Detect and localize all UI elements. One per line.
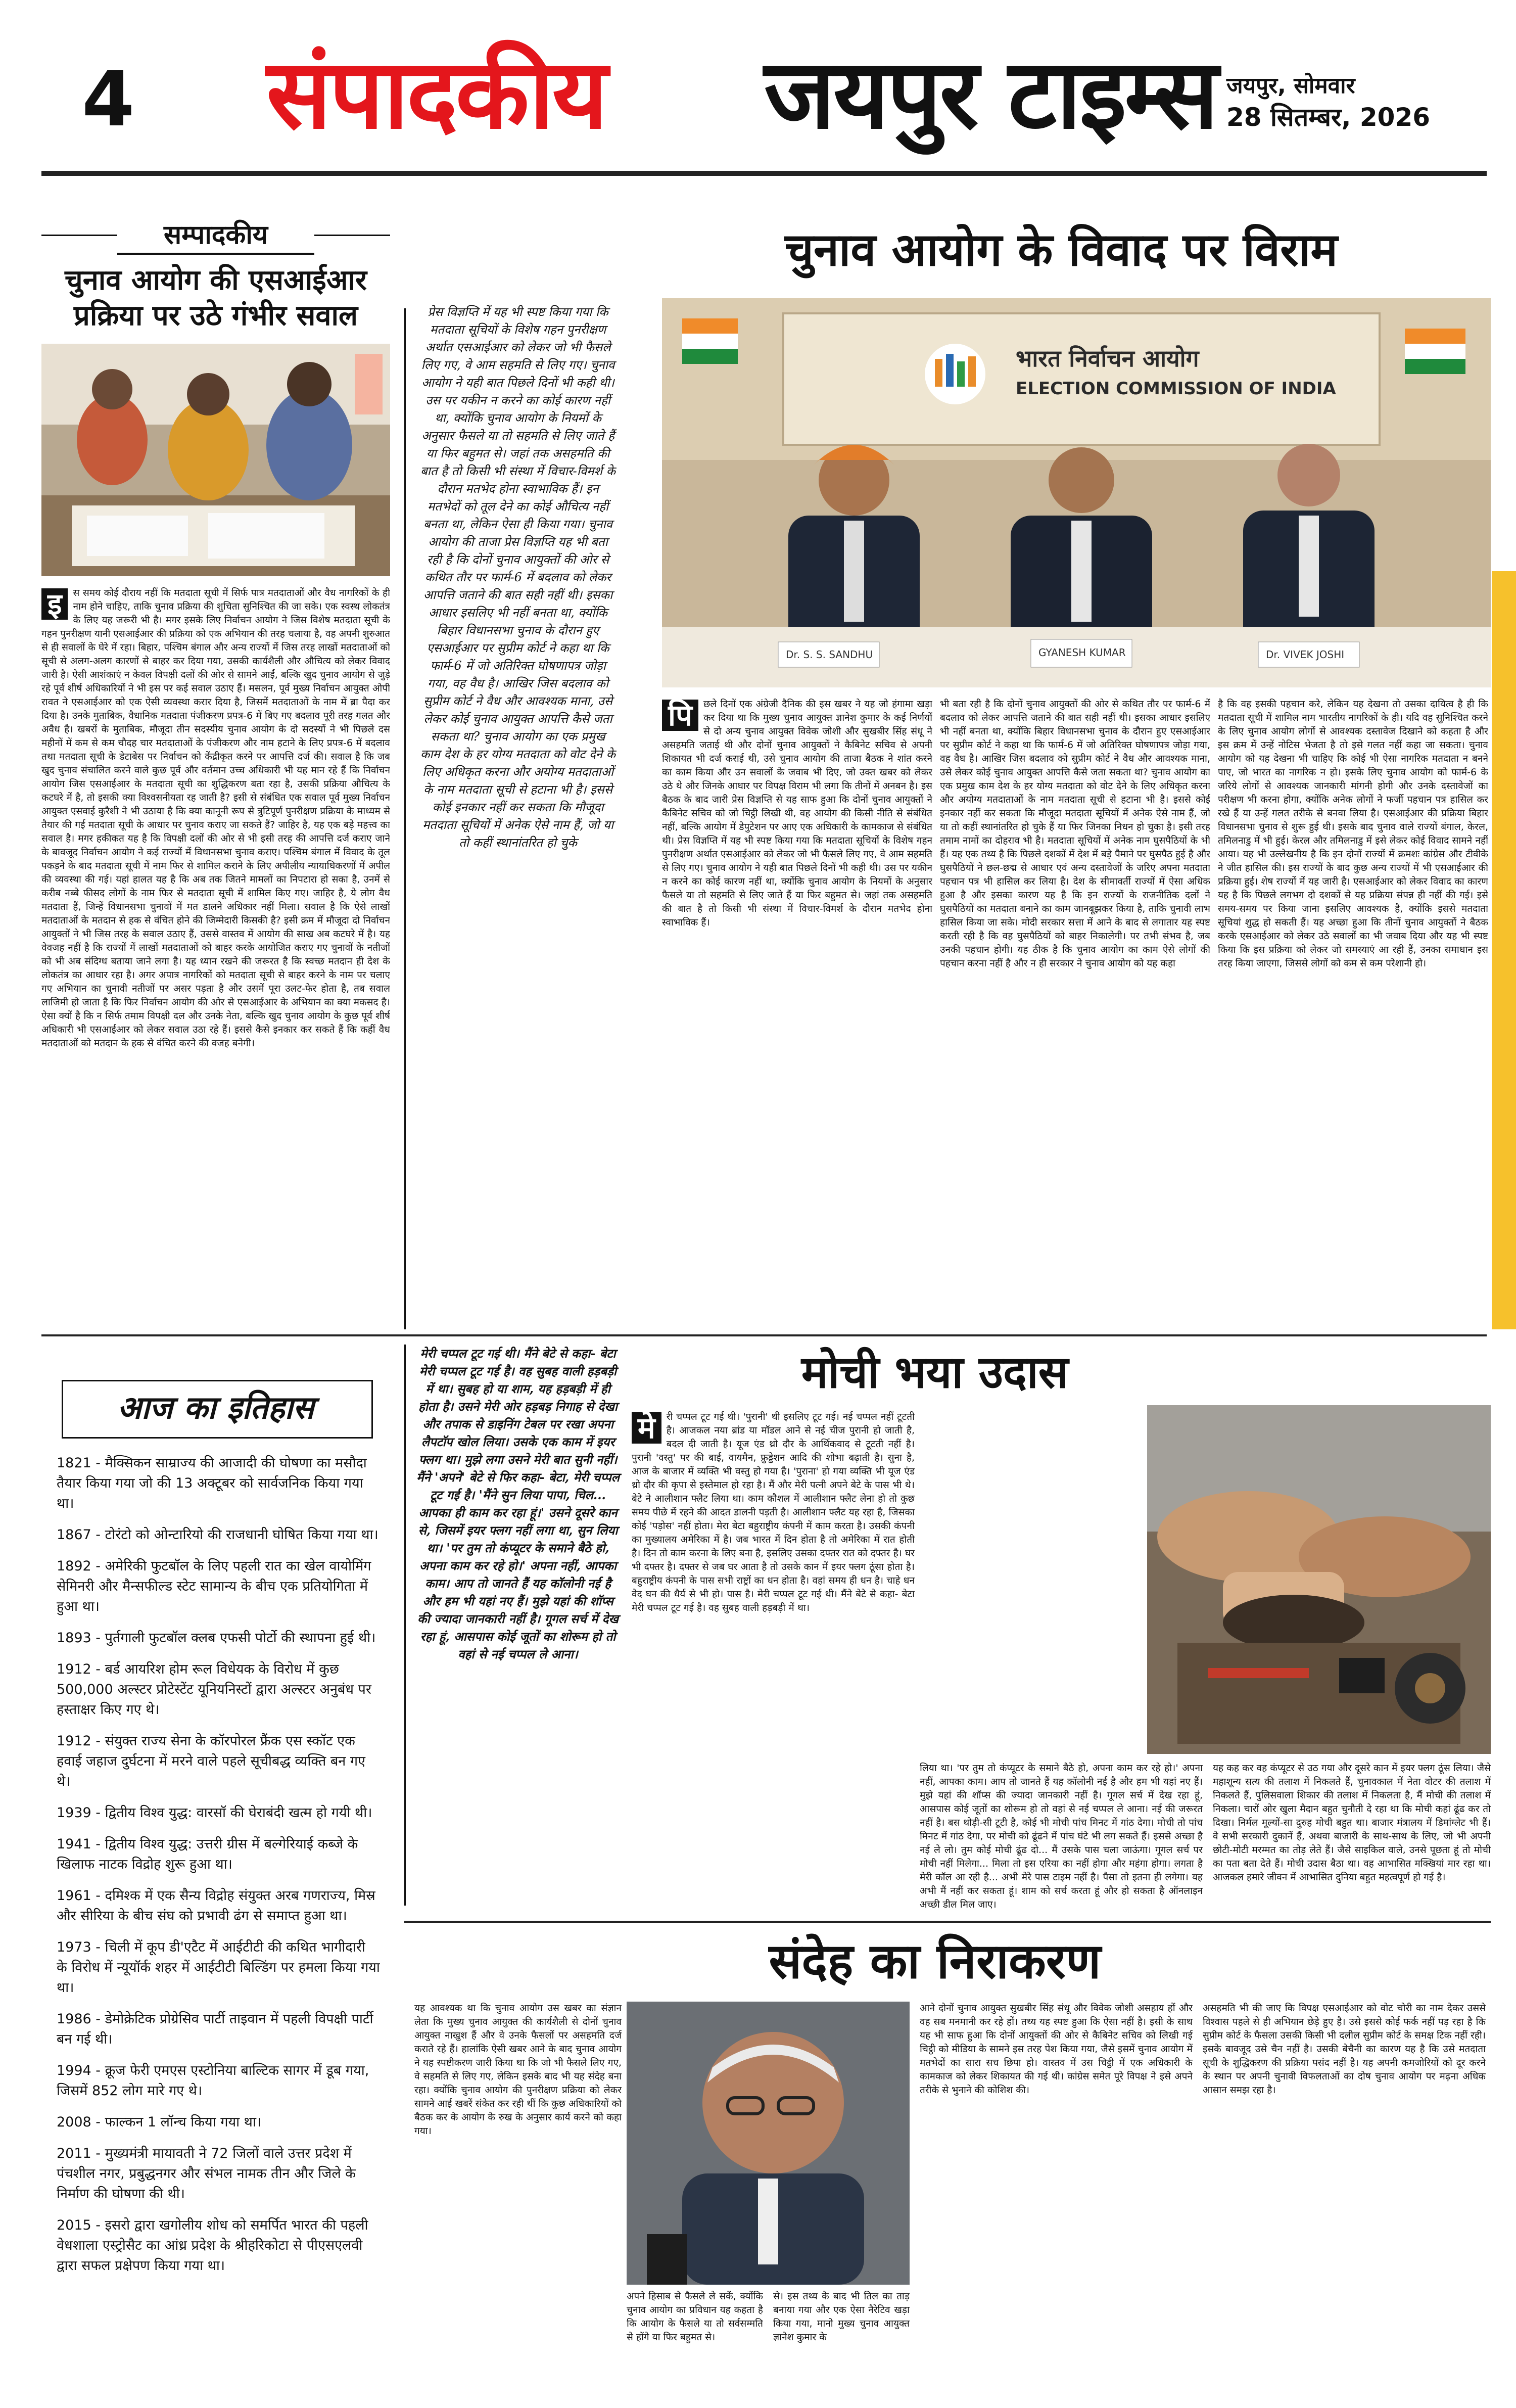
- masthead-section-title: संपादकीय: [266, 38, 606, 150]
- cobbler-col-3: यह कह कर वह कंप्यूटर से उठ गया और दूसरे कान में इयर फ्लग ठूंस लिया। जैसे महाशून्य सत्य की तलाश में निकलते हैं, चुनावकाल में नेता वोटर की तलाश में निकलते हैं, पुलिसवाला शिकार की तलाश में निकलता है, मैं मोची की तलाश में निकला। चारों ओर खुला मैदान बहुत चुनौती दे रहा था कि मोची कहां ढूंढ कर तो दिखा। निर्मल मूल्यों-सा दुरुह मोची बहुत था। बाजार मंत्रालय में डिमांग्लेट भी हैं। वे सभी सरकारी दुकानें हैं, अथवा बाजारी के साथ-साथ के लिए, जो भी अपनी छोटी-मोटी मरम्मत का तोड़ लेते हैं। जैसे साइकिल वाले, उनसे पूछता हूं तो मोची का पता बता देते हैं। मोची उदास बैठा था। वह आभासित मक्खियां मार रहा था। आजकल हमारे जीवन में आभासित दुनिया बहुत महत्वपूर्ण हो गई है।: [1213, 1763, 1491, 1883]
- nameplate-1: Dr. S. S. SANDHU: [786, 649, 873, 661]
- history-item: 1912 - संयुक्त राज्य सेना के कॉरपोरल फ्रैंक एस स्कॉट एक हवाई जहाज दुर्घटना में मरने वाले पहले सूचीबद्ध व्यक्ति बन गए थे।: [57, 1733, 365, 1789]
- lead-col-2: भी बता रही है कि दोनों चुनाव आयुक्तों की ओर से कथित तौर पर फार्म-6 में बदलाव को लेकर आपत्ति जताने की बात सही नहीं थी। इसका आधार इसलिए भी नहीं बनता था, क्योंकि बिहार विधानसभा चुनाव के दौरान हुए एसआईआर पर सुप्रीम कोर्ट ने कहा था कि फार्म-6 में जो अतिरिक्त घोषणापत्र जोड़ा गया, वह वैध है। आखिर जिस बदलाव को सुप्रीम कोर्ट ने वैध और आवश्यक माना, उसे लेकर कोई चुनाव आयुक्त आपत्ति कैसे जता सकता था? चुनाव आयोग का एक प्रमुख काम देश के हर योग्य मतदाता को वोट देने के लिए अधिकृत करना और अयोग्य मतदाताओं के नाम मतदाता सूची से हटाना भी है। इससे कोई इनकार नहीं कर सकता कि मौजूदा मतदाता सूचियों में अनेक ऐसे नाम हैं, जो या तो कहीं स्थानांतरित हो चुके हैं या फिर जिनका निधन हो चुका है। इसी तरह तमाम नामों का दोहराव भी है। मतदाता सूचियों में अनेक नाम घुसपैठियों के भी हैं। यह एक तथ्य है कि पिछले दशकों में देश में बड़े पैमाने पर घुसपैठ हुई है और घुसपैठियों ने छल-छद्म से आधार एवं अन्य दस्तावेजों के जरिए अपना मतदाता पहचान पत्र भी हासिल कर लिया है। देश के सीमावर्ती राज्यों में ऐसा अधिक हुआ है और इसका कारण यह है कि इन राज्यों के राजनीतिक दलों ने घुसपैठियों का मतदाता बनाने का काम जानबूझकर किया है, ताकि चुनावी लाभ हासिल किया जा सके। मोदी सरकार सत्ता में आने के बाद से लगातार यह स्पष्ट करती रही है कि वह घुसपैठियों को बाहर निकालेगी। पर तभी संभव है, जब उनकी पहचान होगी। यह ठीक है कि चुनाव आयोग का काम ऐसे लोगों की पहचान करना नहीं है और न ही सरकार ने चुनाव आयोग को यह कहा: [940, 699, 1210, 969]
- cobbler-side-quote: मेरी चप्पल टूट गई थी। मैंने बेटे से कहा- बेटा मेरी चप्पल टूट गई है। वह सुबह वाली हड़बड़ी में था। सुबह हो या शाम, यह हड़बड़ी में ही होता है। उसने मेरी ओर हड़बड़ निगाह से देखा और तपाक से डाइनिंग टेबल पर रखा अपना लैपटॉप खोल लिया। उसके एक काम में इयर फ्लग था। मुझे लगा उसने मेरी बात सुनी नहीं। मैंने 'अपने' बेटे से फिर कहा- बेटा, मेरी चप्पल टूट गई है। 'मैंने सुन लिया पापा, चिल... आपका ही काम कर रहा हूं।' उसने दूसरे कान से, जिसमें इयर फ्लग नहीं लगा था, सुन लिया था। 'पर तुम तो कंप्यूटर के समाने बैठे हो, अपना काम कर रहे हो।' अपना नहीं, आपका काम। आप तो जानते हैं यह कॉलोनी नई है और हम भी यहां नए हैं। मुझे यहां की शॉप्स की ज्यादा जानकारी नहीं है। गूगल सर्च में देख रहा हूं, आसपास कोई जूतों का शोरूम हो तो वहां से नई चप्पल ले आना।: [416, 1346, 620, 1661]
- masthead-rule: [41, 171, 1487, 176]
- history-item: 1986 - डेमोक्रेटिक प्रोग्रेसिव पार्टी ताइवान में पहली विपक्षी पार्टी बन गई थी।: [57, 2011, 373, 2047]
- pull-quote-rule: [404, 308, 406, 1329]
- cobbler-col-2: लिया था। 'पर तुम तो कंप्यूटर के समाने बैठे हो, अपना काम कर रहे हो।' अपना नहीं, आपका काम। आप तो जानते हैं यह कॉलोनी नई है और हम भी यहां नए हैं। मुझे यहां की शॉप्स की ज्यादा जानकारी नहीं है। गूगल सर्च में देख रहा हूं, आसपास कोई जूतों का शोरूम हो तो वहां से नई चप्पल ले आना। नई की जरूरत नहीं है। बस थोड़ी-सी टूटी है, कोई भी मोची पांच मिनट में गांठ देगा। मोची तो पांच मिनट में गांठ देगा, पर मोची को ढूंढने में पांच घंटे भी लग सकते हैं। इससे अच्छा है नई ले लो। तुम कोई मोची ढूंढ दो... मैं उसके पास चला जाऊंगा। गूगल सर्च पर मोची नहीं मिलेगा... मिला तो इस एरिया का नहीं होगा और महंगा होगा। लगता है मेरी कॉल आ रही है... अभी मेरे पास टाइम नहीं है। पैसा तो इतना ही लगेगा। यह अभी मैं नहीं कर सकता हूं। शाम को सर्च करता हूं और हो सकता है ऑनलाइन अच्छी डील मिल जाए।: [920, 1763, 1203, 1910]
- photo-sign-hindi: भारत निर्वाचन आयोग: [1016, 345, 1199, 372]
- masthead: [41, 31, 1487, 168]
- history-item: 2008 - फाल्कन 1 लॉन्च किया गया था।: [57, 2114, 262, 2130]
- history-item: 1912 - बर्ड आयरिश होम रूल विधेयक के विरोध में कुछ 500,000 अल्स्टर प्रोटेस्टेंट यूनियनिस्टों द्वारा अल्स्टर अनुबंध पर हस्ताक्षर किए गए थे।: [57, 1661, 371, 1718]
- history-item: 1961 - दमिश्क में एक सैन्य विद्रोह संयुक्त अरब गणराज्य, मिस्र और सीरिया के बीच संघ को प्रभावी ढंग से समाप्त हुआ था।: [57, 1888, 375, 1924]
- history-item: 1941 - द्वितीय विश्व युद्ध: उत्तरी ग्रीस में बल्गेरियाई कब्जे के खिलाफ नाटक विद्रोह शुरू हुआ था।: [57, 1836, 358, 1872]
- history-item: 2015 - इसरो द्वारा खगोलीय शोध को समर्पित भारत की पहली वेधशाला एस्ट्रोसैट का आंध्र प्रदेश के श्रीहरिकोटा से पीएसएलवी द्वारा सफल प्रक्षेपण किया गया था।: [57, 2217, 368, 2274]
- history-item: 1939 - द्वितीय विश्व युद्ध: वारसॉ की घेराबंदी खत्म हो गयी थी।: [57, 1805, 372, 1821]
- editorial-body-text: स समय कोई दौराय नहीं कि मतदाता सूची में सिर्फ पात्र मतदाताओं और वैध नागरिकों के ही नाम होने चाहिए, ताकि चुनाव प्रक्रिया की शुचिता सुनिश्चित की जा सके। एक स्वस्थ लोकतंत्र के लिए यह जरूरी भी है। मगर इसके लिए निर्वाचन आयोग ने जिस विशेष मतदाता सूची के गहन पुनरीक्षण यानी एसआईआर की प्रक्रिया को एक अभियान की तरह चलाया है, वह अपनी शुरुआत से ही सवालों के घेरे में रहा। बिहार, पश्चिम बंगाल और अन्य राज्यों में जिस तरह लाखों मतदाताओं को सूची से अलग-अलग कारणों से बाहर कर दिया गया, उसकी कार्यशैली और औचित्य को लेकर विवाद जारी है। ऐसी आशंकाएं न केवल विपक्षी दलों की ओर से सामने आईं, बल्कि खुद चुनाव आयोग से जुड़े रहे पूर्व शीर्ष अधिकारियों ने भी इस पर कई सवाल उठाए हैं। मसलन, पूर्व मुख्य निर्वाचन आयुक्त ओपी रावत ने एसआईआर को एक ऐसी व्यवस्था करार दिया है, जिसमें मतदाताओं के नाम में ब्रा पैदा कर दिया है। उनके मुताबिक, वैधानिक मतदाता पंजीकरण प्रपत्र-6 में बिए गए बदलाव पूरी तरह गलत और अवैध है। खबरों के मुताबिक, मौजूदा तीन सदस्यीय चुनाव आयोग के दो सदस्यों ने भी पिछले दस महीनों में कम से कम चौदह चार मतदाताओं के पंजीकरण और नाम हटाने के लिए प्रपत्र-6 में बदलाव तथा मतदाता सूची के डेटाबेस पर निर्वाचन को केंद्रीकृत करने पर आपत्ति दर्ज की। सवाल है कि जब खुद चुनाव संचालित करने वाले कुछ पूर्व और वर्तमान उच्च अधिकारी भी यह मान रहे हैं कि निर्वाचन आयोग जिस एसआईआर के मतदाता सूची का शुद्धिकरण बता रहा है, उसकी प्रक्रिया औचित्य के कटघरे में है, तो इसकी क्या विश्वसनीयता रह जाती है? इसी से संबंधित एक सवाल पूर्व मुख्य निर्वाचन आयुक्त एसवाई कुरैशी ने भी उठाया है कि क्या कानूनी रूप से त्रुटिपूर्ण पुनरीक्षण प्रक्रिया के माध्यम से तैयार की गई मतदाता सूची के आधार पर चुनाव कराए जा सकते हैं? जाहिर है, यह एक बड़े महत्त्व का सवाल है। मगर हकीकत यह है कि विपक्षी दलों की ओर से भी इसी तरह की आपत्ति दर्ज कराए जाने के बावजूद निर्वाचन आयोग ने कई राज्यों में विधानसभा चुनाव कराए। पश्चिम बंगाल में विवाद के तूल पकड़ने के बाद मतदाता सूची में नाम फिर से शामिल कराने के लिए अपीलीय न्यायाधिकरणों में अपील की व्यवस्था की गई। यहां हालत यह है कि अब तक जितने मामलों का निपटारा हो सका है, उनमें से करीब नब्बे फीसद लोगों के नाम फिर से मतदाता सूची में शामिल किए गए। जाहिर है, ये लोग वैध मतदाता हैं, जिन्हें विधानसभा चुनावों में मत डालने अधिकार नहीं मिला। सवाल है कि ऐसे लाखों मतदाताओं के मतदान से हक से वंचित होने की जिम्मेदारी किसकी है? इसी क्रम में मौजूदा दो निर्वाचन आयुक्तों ने भी जिस तरह के सवाल उठाए हैं, उससे वास्तव में आयोग की साख अब कटघरे में है। यह वेवजह नहीं है कि राज्यों में लाखों मतदाताओं को बाहर करके आयोजित कराए गए चुनावों के नतीजों को भी अब संदिग्ध बताया जाने लगा है। यह ध्यान रखने की जरूरत है कि स्वच्छ मतदान ही देश के लोकतंत्र का आधार रहा है। अगर अपात्र नागरिकों को मतदाता सूची से बाहर करने के नाम पर चलाए गए अभियान का चुनावी नतीजों पर असर पड़ता है और उसमें पूरा उलट-फेर होता है, तब सवाल लाजिमी हो जाता है कि फिर निर्वाचन आयोग की ओर से एसआईआर के अभियान का क्या मकसद है। ऐसा क्यों है कि न सिर्फ तमाम विपक्षी दल और उनके नेता, बल्कि खुद चुनाव आयोग के कुछ पूर्व शीर्ष अधिकारी भी एसआईआर को लेकर सवाल उठा रहे हैं। इससे कैसे इनकार कर सकते हैं कि कहीं वैध मतदाताओं को मतदान के हक से वंचित करने की वजह बनेगी।: [41, 587, 390, 1049]
- cobbler-headline: मोची भया उदास: [801, 1346, 1069, 1398]
- editorial-headline: चुनाव आयोग की एसआईआर प्रक्रिया पर उठे गंभीर सवाल: [65, 264, 367, 332]
- photo-sign-english: ELECTION COMMISSION OF INDIA: [1016, 379, 1336, 399]
- nameplate-2: GYANESH KUMAR: [1038, 646, 1126, 659]
- masthead-city-day: जयपुर, सोमवार: [1226, 73, 1355, 99]
- lead-col-3: है कि वह इसकी पहचान करे, लेकिन यह देखना तो उसका दायित्व है ही कि मतदाता सूची में शामिल नाम भारतीय नागरिकों के ही। यदि वह सुनिश्चित करने के लिए चुनाव आयोग लोगों से आवश्यक दस्तावेज दिखाने को कहता है और इस क्रम में उन्हें नोटिस भेजता है तो इसे गलत नहीं कहा जा सकता। चुनाव आयोग को यह देखना भी चाहिए कि कोई भी ऐसा नागरिक मतदाता न बनने पाए, जो भारत का नागरिक न हो। इसके लिए चुनाव आयोग को फार्म-6 के जरिये लोगों से आवश्यक जानकारी मांगनी होगी और उनके दस्तावेजों का परीक्षण भी करना होगा, क्योंकि अनेक लोगों ने फर्जी पहचान पत्र हासिल कर रखे हैं या उन्हें गलत तरीके से बनवा लिया है। एसआईआर की प्रक्रिया बिहार विधानसभा चुनाव से शुरू हुई थी। इसके बाद चुनाव वाले राज्यों बंगाल, केरल, तमिलनाडु में भी हुई। केरल और तमिलनाडु में इसे लेकर कोई विवाद सामने नहीं आया। यह भी उल्लेखनीय है कि इन दोनों राज्यों में क्रमशः कांग्रेस और टीवीके ने जीत हासिल की। इस राज्यों के बाद कुछ अन्य राज्यों में भी एसआईआर की प्रक्रिया हुई। शेष राज्यों में यह जारी है। एसआईआर को लेकर विवाद का कारण यह है कि पिछले लगभग दो दशकों से यह प्रक्रिया संपन्न ही नहीं की गई। इसे समय-समय पर किया जाना इसलिए आवश्यक है, क्योंकि इससे मतदाता सूचियां शुद्ध हो सकती हैं। यह अच्छा हुआ कि तीनों चुनाव आयुक्तों ने बैठक करके एसआईआर को लेकर उठे सवालों का भी जवाब दिया और यह भी स्पष्ट किया कि इस प्रक्रिया को लेकर जो समस्याएं आ रही हैं, उनका समाधान इस तरह किया जाएगा, जिससे लोगों को कम से कम परेशानी हो।: [1218, 699, 1488, 969]
- history-list: [57, 1453, 380, 2378]
- doubt-headline: संदेह का निराकरण: [769, 1933, 1101, 1989]
- history-item: 1973 - चिली में कूप डी'एटैट में आईटीटी की कथित भागीदारी के विरोध में न्यूयॉर्क शहर में आईटीटी बिल्डिंग पर हमला किया गया था।: [57, 1939, 380, 1996]
- cobbler-photo: [1147, 1405, 1491, 1754]
- editorial-body: [41, 586, 390, 1329]
- lead-col-1: [662, 698, 932, 1319]
- lower-rule: [404, 1921, 1491, 1923]
- history-item: 2011 - मुख्यमंत्री मायावती ने 72 जिलों वाले उत्तर प्रदेश में पंचशील नगर, प्रबुद्धनगर और संभल नामक तीन और जिले के निर्माण की घोषणा की थी।: [57, 2146, 356, 2202]
- lead-pull-quote: प्रेस विज्ञप्ति में यह भी स्पष्ट किया गया कि मतदाता सूचियों के विशेष गहन पुनरीक्षण अर्थात एसआईआर को लेकर जो भी फैसले लिए गए, वे आम सहमति से लिए गए। चुनाव आयोग ने यही बात पिछले दिनों भी कही थी। उस पर यकीन न करने का कोई कारण नहीं था, क्योंकि चुनाव आयोग के नियमों के अनुसार फैसले या तो सहमति से लिए जाते हैं या फिर बहुमत से। जहां तक असहमति की बात है तो किसी भी संस्था में विचार-विमर्श के दौरान मतभेद होना स्वाभाविक हैं। इन मतभेदों को तूल देने का कोई औचित्य नहीं बनता था, लेकिन ऐसा ही किया गया। चुनाव आयोग की ताजा प्रेस विज्ञप्ति यह भी बता रही है कि दोनों चुनाव आयुक्तों की ओर से कथित तौर पर फार्म-6 में बदलाव को लेकर आपत्ति जताने की बात सही नहीं थी। इसका आधार इसलिए भी नहीं बनता था, क्योंकि बिहार विधानसभा चुनाव के दौरान हुए एसआईआर पर सुप्रीम कोर्ट ने कहा था कि फार्म-6 में जो अतिरिक्त घोषणापत्र जोड़ा गया, वह वैध है। आखिर जिस बदलाव को सुप्रीम कोर्ट ने वैध और आवश्यक माना, उसे लेकर कोई चुनाव आयुक्त आपत्ति कैसे जता सकता था? चुनाव आयोग का एक प्रमुख काम देश के हर योग्य मतदाता को वोट देने के लिए अधिकृत करना और अयोग्य मतदाताओं के नाम मतदाता सूची से हटाना भी है। इससे कोई इनकार नहीं कर सकता कि मौजूदा मतदाता सूचियों में अनेक ऐसे नाम हैं, जो या तो कहीं स्थानांतरित हो चुके: [420, 305, 616, 850]
- eci-logo-icon: [925, 344, 985, 404]
- cobbler-side-rule: [404, 1345, 406, 1906]
- doubt-col-1: यह आवश्यक था कि चुनाव आयोग उस खबर का संज्ञान लेता कि मुख्य चुनाव आयुक्त की कार्यशैली से दोनों चुनाव आयुक्त नाखुश हैं और वे उनके फैसलों पर असहमति दर्ज कराते रहे हैं। हालांकि ऐसी खबर आने के बाद चुनाव आयोग ने यह स्पष्टीकरण जारी किया था कि जो भी फैसले लिए गए, वे सहमति से लिए गए, लेकिन इसके बाद भी यह संदेह बना रहा। क्योंकि चुनाव आयोग की पुनरीक्षण प्रक्रिया को लेकर सामने आई खबरें संकेत कर रही थीं कि कुछ अधिकारियों को बैठक कर के आयोग के रुख के अनुसार कार्य करने को कहा गया।: [414, 2003, 622, 2137]
- history-title: आज का इतिहास: [117, 1389, 314, 1426]
- editorial-label: सम्पादकीय: [117, 217, 314, 255]
- cobbler-col-1: [632, 1410, 915, 1911]
- lead-headline: चुनाव आयोग के विवाद पर विराम: [784, 223, 1338, 276]
- doubt-col-4: आने दोनों चुनाव आयुक्त सुखबीर सिंह संधू और विवेक जोशी असहाय हों और वह सब मनमानी कर रहे हों। तथ्य यह स्पष्ट हुआ कि ऐसा नहीं है। इसी के साथ यह भी साफ हुआ कि दोनों आयुक्तों की ओर से कैबिनेट सचिव को लिखी गई चिट्ठी को मीडिया के सामने इस तरह पेश किया गया, जैसे इसमें चुनाव आयोग में मतभेदों का सारा सच छिपा हो। वास्तव में उस चिट्ठी में एक अधिकारी के कामकाज को लेकर शिकायत की गई थी। कांग्रेस समेत पूरे विपक्ष ने इसे अपने तरीके से भुनाने की कोशिश की।: [920, 2003, 1193, 2096]
- nameplate-3: Dr. VIVEK JOSHI: [1266, 649, 1345, 661]
- lead-dropcap: पि: [662, 700, 698, 731]
- cobbler-dropcap: मे: [632, 1412, 661, 1444]
- page-number: 4: [82, 56, 135, 144]
- editorial-label-rule-right: [314, 235, 390, 236]
- doubt-col-3: से। इस तथ्य के बाद भी तिल का ताड़ बनाया गया और एक ऐसा नैरेटिव खड़ा किया गया, मानो मुख्य चुनाव आयुक्त ज्ञानेश कुमार के: [773, 2291, 910, 2343]
- history-item: 1994 - क्रूज फेरी एमएस एस्टोनिया बाल्टिक सागर में डूब गया, जिसमें 852 लोग मारे गए थे।: [57, 2063, 369, 2099]
- history-item: 1893 - पुर्तगाली फुटबॉल क्लब एफसी पोर्टो की स्थापना हुई थी।: [57, 1630, 376, 1646]
- lead-photo: [662, 298, 1491, 687]
- editorial-photo: [41, 344, 390, 576]
- history-item: 1867 - टोरंटो को ओन्टारियो की राजधानी घोषित किया गया था।: [57, 1527, 378, 1543]
- editorial-section: [41, 212, 390, 1329]
- editorial-dropcap: इ: [41, 588, 68, 620]
- doubt-photo: [627, 2002, 910, 2285]
- mid-rule: [41, 1334, 1487, 1336]
- editorial-label-rule-left: [41, 235, 117, 236]
- cobbler-col-1-text: री चप्पल टूट गई थी। 'पुरानी' थी इसलिए टूट गई। नई चप्पल नहीं टूटती है। आजकल नया ब्रांड या मॉडल आने से नई चीज पुरानी हो जाती है, बदल दी जाती है। यूज एंड थ्रो दौर के आर्थिकवाद से टूटती नहीं है। पुरानी 'वस्तु' पर की बाई, वायमैन, फ्रुड्डेशन आदि की शोभा बढ़ाती है। सुना है, आज के बाजार में व्यक्ति भी वस्तु हो गया है। 'पुराना' हो गया व्यक्ति भी यूज एंड थ्रो दौर की कृपा से इस्तेमाल हो रहा है। मैं और मेरी पत्नी अपने बेटे के पास भी थे। बेटे ने आलीशान फ्लैट लिया था। काम कौशल में आलीशान फ्लैट लेना हो तो कुछ समय पीछे में रहने की आदत डालनी पड़ती है। आलीशान फ्लैट यह रहा है, जिसका कोई 'पड़ोस' नहीं होता। मेरा बेटा बहुराष्ट्रीय कंपनी में काम करता है। उसकी कंपनी का मुख्यालय अमेरिका में है। जब भारत में दिन होता है तो अमेरिका में रात होती है। दिन तो काम करना के लिए बना है, इसलिए उसका दफ्तर रात को दफ्तर है। घर भी दफ्तर है। दफ्तर से जब घर आता है तो उसके कान में इयर फ्लग ठूंसा होता है। बहुराष्ट्रीय कंपनी के पास सभी राष्ट्रों का धन होता है। वहां समय ही धन है। चाहे धन वेद घन की धैर्य से भी हो। पास है। मेरी चप्पल टूट गई थी। मैंने बेटे से कहा- बेटा मेरी चप्पल टूट गई है। वह सुबह वाली हड़बड़ी में था।: [632, 1411, 915, 1613]
- doubt-col-5: असहमति भी की जाए कि विपक्ष एसआईआर को वोट चोरी का नाम देकर उससे विश्वास पहले से ही अभियान छेड़े हुए है। उसे इससे कोई फर्क नहीं पड़ रहा है कि सुप्रीम कोर्ट के फैसला उसकी किसी भी दलील सुप्रीम कोर्ट के समक्ष टिक नहीं रही। इसके बावजूद उसे चैन नहीं है। उसकी बेचैनी का कारण यह है कि उसे मतदाता सूची के शुद्धिकरण की प्रक्रिया पसंद नहीं है। यह अपनी कमजोरियों को दूर करने के स्थान पर अपनी चुनावी विफलताओं का दोष चुनाव आयोग पर मढ़ना अधिक आसान समझ रहा है।: [1203, 2003, 1486, 2096]
- lead-col-1-text: छले दिनों एक अंग्रेजी दैनिक की इस खबर ने यह जो हंगामा खड़ा कर दिया था कि मुख्य चुनाव आयुक्त ज्ञानेश कुमार के कई निर्णयों से दो अन्य चुनाव आयुक्त विवेक जोशी और सुखबीर सिंह संधू ने असहमति जताई थी और दोनों चुनाव आयुक्तों ने कैबिनेट सचिव से अपनी शिकायत भी दर्ज कराई थी, उसे चुनाव आयोग की ताजा बैठक ने शांत करने का काम किया और उन सवालों के जवाब भी दिए, जो उक्त खबर को लेकर उठे थे और जिनके आधार पर विपक्ष विराम भी लगा कि तीनों में अनबन है। इस बैठक के बाद जारी प्रेस विज्ञप्ति से यह साफ हुआ कि दोनों चुनाव आयुक्तों ने कैबिनेट सचिव को जो चिट्ठी लिखी थी, वह आयोग की किसी नीति से संबंधित नहीं, बल्कि आयोग में डेपुटेशन पर आए एक अधिकारी के कामकाज से संबंधित थी। प्रेस विज्ञप्ति में यह भी स्पष्ट किया गया कि मतदाता सूचियों के विशेष गहन पुनरीक्षण अर्थात एसआईआर को लेकर जो भी फैसले लिए गए, वे आम सहमति से लिए गए। चुनाव आयोग ने यही बात पिछले दिनों भी कही थी। उस पर यकीन न करने का कोई कारण नहीं था, क्योंकि चुनाव आयोग के नियमों के अनुसार फैसले या तो सहमति से लिए जाते हैं या फिर बहुमत से। जहां तक असहमति की बात है तो किसी भी संस्था में विचार-विमर्श के दौरान मतभेद होना स्वाभाविक हैं।: [662, 699, 932, 928]
- doubt-col-2: अपने हिसाब से फैसले ले सकें, क्योंकि चुनाव आयोग का प्रविधान यह कहता है कि आयोग के फैसले या तो सर्वसम्मति से होंगे या फिर बहुमत से।: [627, 2291, 763, 2343]
- lead-side-bar: [1492, 571, 1516, 1329]
- history-box: [41, 1365, 390, 2381]
- history-item: 1821 - मैक्सिकन साम्राज्य की आजादी की घोषणा का मसौदा तैयार किया गया जो की 13 अक्टूबर को सार्वजनिक किया गया था।: [57, 1455, 367, 1511]
- masthead-paper-name: जयपुर टाइम्स: [764, 38, 1217, 150]
- masthead-date: 28 सितम्बर, 2026: [1226, 103, 1431, 132]
- history-item: 1892 - अमेरिकी फुटबॉल के लिए पहली रात का खेल वायोमिंग सेमिनरी और मैन्सफील्ड स्टेट सामान्य के बीच एक प्रतियोगिता में हुआ था।: [57, 1558, 371, 1614]
